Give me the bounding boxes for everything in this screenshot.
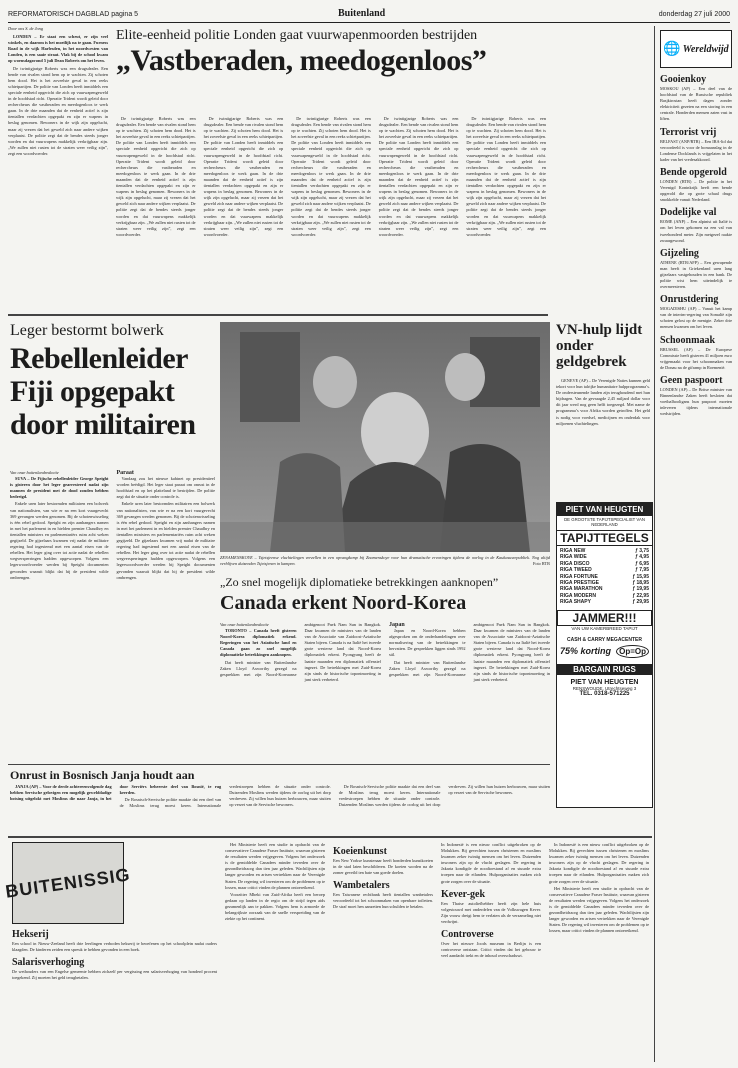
london-kicker: Elite-eenheid politie Londen gaat vuurwapenmoorden bestrijden	[116, 28, 478, 43]
wereldwijd-item-body: BELFAST (ANP/RTR) – Een IRA-lid dat veroordeeld is voor de bomaanslag in de Londense Docklands is vrijgelaten in het kader van het vredesakkoord.	[660, 138, 732, 162]
london-body-1: De twintigjarige Roberts was een drugsdealer. Een bende van rivalen stond hem op te wachten. Zij schoten hem dood. Het is het zoveelste geval in een reeks schietpartijen. De politie van Londen heeft inmiddels een speciale eenheid opgericht die zich op vuurwapengeweld in de hoofdstad richt. Operatie Trident wordt geleid door rechercheurs die vastberaden en meedogenloos te werk gaan. In de drie maanden dat de eenheid actief is zijn tientallen verdachten opgepakt en zijn er wapens in beslag genomen. Bewoners in de wijk zijn opgelucht, maar zij vrezen dat het geweld zich naar andere wijken verplaatst. De politie zegt dat de bendes steeds jonger worden en dat vuurwapens makkelijk verkrijgbaar zijn. „We zullen niet rusten tot de straten weer veilig zijn”, zegt een woordvoerder.	[8, 65, 108, 156]
wereldwijd-column	[660, 70, 732, 1062]
ad-bargain: BARGAIN RUGS	[557, 664, 652, 675]
wereldwijd-banner	[660, 30, 732, 68]
london-lede: LONDEN – Er staat een scheut, er zijn veel winkels, en daarom is het moeilijk na te gaan. Furness Road in de wijk Harlesden, in het noordwesten van Londen, is een saaie straat. Vlak bij de school kwam op woensdagavond 5 juli Dean Roberts om het leven.	[8, 34, 108, 64]
fiji-byline: Van onze buitenlandredactie	[10, 470, 59, 475]
ad-product-name: RIGA DISCO	[560, 560, 590, 567]
buitenissig-right	[441, 842, 541, 1062]
buitenissig-left	[12, 925, 217, 1063]
divider	[8, 764, 550, 765]
ad-product-price: ƒ 19,95	[632, 586, 649, 593]
ad-phone: TEL. 0318-571225	[579, 690, 630, 697]
ad-product-name: RIGA MODERN	[560, 592, 596, 599]
wereldwijd-item-title: Gijzeling	[660, 247, 699, 259]
korea-headline: Canada erkent Noord-Korea	[220, 592, 467, 614]
photo-caption	[220, 555, 550, 569]
item-title: Koeienkunst	[333, 846, 387, 857]
korea-kicker: „Zo snel mogelijk diplomatieke betrekkingen aanknopen”	[220, 575, 499, 589]
divider	[8, 314, 548, 316]
london-body-6: De twintigjarige Roberts was een drugsdealer. Een bende van rivalen stond hem op te wachten. Zij schoten hem dood. Het is het zoveelste geval in een reeks schietpartijen. De politie van Londen heeft inmiddels een speciale eenheid opgericht die zich op vuurwapengeweld in de hoofdstad richt. Operatie Trident wordt geleid door rechercheurs die vastberaden en meedogenloos te werk gaan. In de drie maanden dat de eenheid actief is zijn tientallen verdachten opgepakt en zijn er wapens in beslag genomen. Bewoners in de wijk zijn opgelucht, maar zij vrezen dat het geweld zich naar andere wijken verplaatst. De politie zegt dat de bendes steeds jonger worden en dat vuurwapens makkelijk verkrijgbaar zijn. „We zullen niet rusten tot de straten weer veilig zijn”, zegt een woordvoerder.	[466, 116, 546, 237]
bosnia-body: De Bosnisch-Servische politie maakte dat een deel van de Moslims terug moest keren. Internationale vredestroepen hebben de situatie onder controle. Duizenden Moslims werden tijdens de oorlog uit het dorp verdreven. Zij willen hun huizen herbouwen, maar stuiten op verzet van de Servische bewoners.	[119, 784, 331, 809]
vn-body-text: GENEVE (AP) – De Verenigde Naties kunnen geld tekort voor hun talrijke humanitaire hulpprogramma’s. De ondersteunende landen zijn terughoudend met hun bijdragen. Van de gevraagde 2,45 miljard dollar voor dit jaar werd nog geen helft toegezegd. Met name de programma’s voor Afrika worden getroffen. Het geld is nodig voor voedsel, medicijnen en onderdak voor miljoenen vluchtelingen.	[556, 378, 650, 426]
london-article	[8, 26, 548, 346]
ad-product-price: ƒ 15,95	[632, 573, 649, 580]
fiji-body: Enkele uren later bestormden militairen een bolwerk van nationalisten, van wie er na een kort vuurgevecht 369 gevangen werden genomen. Bij de schotenwisseling is één rebel gedood. Speight en zijn aanhangers namen in mei het parlement in en hielden premier Chaudhry en tientallen ministers en parlementariërs ruim acht weken gegijzeld. De gijzelaars kwamen vrij nadat de militaire regering had ingestemd met een aantal eisen van de rebellen. Het leger ging over tot actie nadat de rebellen wegversperringen hadden opgeworpen. Volgens een legerwoordvoerder werden bij Speight documenten gevonden waaruit blijkt dat hij de president wilde ombrengen.	[10, 501, 109, 580]
buitenissig-banner	[4, 842, 132, 924]
buitenissig-title: BUITENISSIG	[4, 863, 132, 902]
london-body-2: De twintigjarige Roberts was een drugsdealer. Een bende van rivalen stond hem op te wachten. Zij schoten hem dood. Het is het zoveelste geval in een reeks schietpartijen. De politie van Londen heeft inmiddels een speciale eenheid opgericht die zich op vuurwapengeweld in de hoofdstad richt. Operatie Trident wordt geleid door rechercheurs die vastberaden en meedogenloos te werk gaan. In de drie maanden dat de eenheid actief is zijn tientallen verdachten opgepakt en zijn er wapens in beslag genomen. Bewoners in de wijk zijn opgelucht, maar zij vrezen dat het geweld zich naar andere wijken verplaatst. De politie zegt dat de bendes steeds jonger worden en dat vuurwapens makkelijk verkrijgbaar zijn. „We zullen niet rusten tot de straten weer veilig zijn”, zegt een woordvoerder.	[116, 116, 196, 237]
item-title: Salarisverhoging	[12, 957, 85, 969]
london-body-4: De twintigjarige Roberts was een drugsdealer. Een bende van rivalen stond hem op te wachten. Zij schoten hem dood. Het is het zoveelste geval in een reeks schietpartijen. De politie van Londen heeft inmiddels een speciale eenheid opgericht die zich op vuurwapengeweld in de hoofdstad richt. Operatie Trident wordt geleid door rechercheurs die vastberaden en meedogenloos te werk gaan. In de drie maanden dat de eenheid actief is zijn tientallen verdachten opgepakt en zijn er wapens in beslag genomen. Bewoners in de wijk zijn opgelucht, maar zij vrezen dat het geweld zich naar andere wijken verplaatst. De politie zegt dat de bendes steeds jonger worden en dat vuurwapens makkelijk verkrijgbaar zijn. „We zullen niet rusten tot de straten weer veilig zijn”, zegt een woordvoerder.	[291, 116, 371, 237]
item-body: Over het nieuwe Joods museum in Berlijn is een controverse ontstaan. Critici vinden dat het gebouw te veel aandacht trekt en de inhoud overschaduwt.	[441, 941, 541, 959]
ad-jammer: JAMMER!!!	[557, 610, 652, 626]
ad-discount	[557, 643, 652, 660]
korea-body: Dat heeft minister van Buitenlandse Zaken Lloyd Axworthy gezegd na gesprekken met zijn Noord-Koreaanse ambtgenoot Paek Nam Sun in Bangkok. Daar kwamen de ministers van de landen van de Associatie van Zuidoost-Aziatische Staten bijeen. Canada is na Italië het tweede grote westerse land dat Noord-Korea diplomatiek erkent. Pyongyang heeft de laatste maanden een diplomatiek offensief ingezet. De betrekkingen met Zuid-Korea zijn sinds de historische topontmoeting in juni sterk verbeterd.	[220, 622, 381, 682]
photo-credit: Foto RTR	[532, 561, 550, 567]
bottom-middle-column-b	[549, 842, 649, 1062]
photo-caption-text: ZENAMENSKOYE – Tsjetsjeense vluchtelingen verzellen in een opvangkamp bij Znamenskoye voor hun dramatische ervaringen tijdens de oorlog in de Kaukasusrepubliek. Nog altijd verblijven duizenden Tsjetsjenen in kampen.	[220, 555, 550, 567]
item-title: Controverse	[441, 929, 494, 941]
fiji-kicker: Leger bestormt bolwerk	[10, 322, 164, 339]
korea-lede: TORONTO – Canada heeft gisteren Noord-Korea diplomatiek erkend. Regeringen van het Aziatische land en Canada gaan zo snel mogelijk diplomatieke betrekkingen aanknopen.	[220, 628, 297, 658]
vn-body	[556, 378, 650, 498]
bosnia-headline: Onrust in Bosnisch Janja houdt aan	[10, 768, 195, 782]
wereldwijd-item-body: BRUSSEL (AP) – De Europese Commissie heeft gisteren 41 miljoen euro vrijgemaakt voor het schoonmaken van de Donau na de giframp in Roemenië.	[660, 346, 732, 370]
ad-product-price: ƒ 18,95	[632, 580, 649, 587]
item-body: De wethouders van een Engelse gemeente hebben zichzelf per vergissing een salarisverhoging van honderd procent toegekend. Zij moeten het geld terugbetalen.	[12, 969, 217, 981]
korea-byline: Van onze buitenlandredactie	[220, 622, 269, 627]
bottom-body-3: In Indonesië is een nieuw conflict uitgebroken op de Molukken. Bij gevechten tussen christenen en moslims kwamen zeker twintig mensen om het leven. Duizenden inwoners zijn op de vlucht geslagen. De regering in Jakarta kondigde de noodtoestand af en stuurde extra troepen naar de eilanden. Hulporganisaties maken zich grote zorgen over de situatie.	[441, 842, 541, 884]
bottom-body-4: In Indonesië is een nieuw conflict uitgebroken op de Molukken. Bij gevechten tussen christenen en moslims kwamen zeker twintig mensen om het leven. Duizenden inwoners zijn op de vlucht geslagen. De regering in Jakarta kondigde de noodtoestand af en stuurde extra troepen naar de eilanden. Hulporganisaties maken zich grote zorgen over de situatie.	[549, 842, 649, 884]
korea-body-columns	[220, 622, 550, 762]
ad-subtitle: DE GROOTSTE TAPIJTSPECIALIST VAN NEDERLAND	[564, 517, 645, 527]
wereldwijd-item-body: ROME (ANP) – Een alpinist uit Italië is om het leven gekomen na een val van tweehonderd meter. Zijn metgezel raakte zwaargewond.	[660, 219, 732, 243]
ad-product-name: RIGA WIDE	[560, 554, 587, 561]
divider	[654, 26, 655, 1062]
ad-footer-brand: PIET VAN HEUGTEN	[570, 678, 639, 686]
ad-footer-place: RENSWOUDE, Utrechtseweg 3	[572, 685, 637, 691]
ad-product-price: ƒ 7,95	[635, 567, 649, 574]
item-body: Een Taiwanese rechtbank heeft tientallen wanbetalers veroordeeld tot het schoonmaken van openbare toiletten. De straf moet hen aanzetten hun schulden te betalen.	[333, 892, 433, 910]
wereldwijd-item-title: Dodelijke val	[660, 207, 717, 219]
item-body: Een school in Nieuw-Zeeland heeft drie leerlingen verboden hekserij te beoefenen op het schoolplein nadat ouders klaagden. De kinderen zeiden een spreuk te hebben gevonden in een boek.	[12, 941, 217, 953]
divider	[8, 836, 652, 838]
wereldwijd-item-body: LONDEN (RTR) – De politie in het Verenigd Koninkrijk heeft een bende opgerold die op grote schaal drugs smokkelde vanuit Nederland.	[660, 178, 732, 203]
bottom-body-2: Voorzitter Mbeki van Zuid-Afrika heeft een beroep gedaan op landen in de regio om de strijd tegen aids gezamenlijk aan te pakken. Volgens hem is armoede de belangrijkste oorzaak van de snelle verspreiding van de ziekte op het continent.	[225, 891, 325, 922]
wereldwijd-item-body: MOSKOU (AP) – Een deel van de hoofdstad van de Russische republiek Basjkirostan heeft dagen zonder elektriciteit gezeten na een storing in een centrale. Honderden mensen zaten vast in liften.	[660, 86, 732, 122]
wereldwijd-item-title: Geen paspoort	[660, 374, 723, 386]
wereldwijd-item-body: ATHENE (RTR/AFP) – Een gewapende man heeft in Griekenland uren lang gijzelaars vastgehouden in een bank. De politie wist hem uiteindelijk te overmeesteren.	[660, 259, 732, 290]
bosnia-lede: JANJA (AP) – Voor de derde achtereenvolgende dag hebben Servische gelovigen een mogelijk gewelddadige botsing uitgelokt met Moslims die naar Janja, in het door Serviërs beheerste deel van Bosnië, te rug keerden.	[10, 784, 222, 802]
fiji-lede: SUVA – De Fijische rebellenleider George Speight is gisteren door het leger gearresteerd nadat zijn mannen de president met de dood zouden hebben bedreigd.	[10, 476, 109, 500]
london-body-5: De twintigjarige Roberts was een drugsdealer. Een bende van rivalen stond hem op te wachten. Zij schoten hem dood. Het is het zoveelste geval in een reeks schietpartijen. De politie van Londen heeft inmiddels een speciale eenheid opgericht die zich op vuurwapengeweld in de hoofdstad richt. Operatie Trident wordt geleid door rechercheurs die vastberaden en meedogenloos te werk gaan. In de drie maanden dat de eenheid actief is zijn tientallen verdachten opgepakt en zijn er wapens in beslag genomen. Bewoners in de wijk zijn opgelucht, maar zij vrezen dat het geweld zich naar andere wijken verplaatst. De politie zegt dat de bendes steeds jonger worden en dat vuurwapens makkelijk verkrijgbaar zijn. „We zullen niet rusten tot de straten weer veilig zijn”, zegt een woordvoerder.	[378, 116, 459, 237]
ad-product-price: ƒ 22,95	[632, 592, 649, 599]
wereldwijd-item-title: Schoonmaak	[660, 334, 716, 346]
ad-price-list	[557, 548, 652, 606]
masthead-left: REFORMATORISCH DAGBLAD pagina 5	[8, 11, 139, 18]
ad-brand: PIET VAN HEUGTEN	[557, 503, 652, 516]
buitenissig-middle	[333, 842, 433, 1062]
item-body: Een New Yorkse kunstenaar heeft honderden kunstkoeien in de stad laten beschilderen. De koeien worden na de zomer geveild ten bate van goede doelen.	[333, 858, 433, 876]
ad-product-name: RIGA PRESTIGE	[560, 580, 599, 587]
item-body: Een Thaise autoliefhebber heeft zijn hele huis volgestouwd met onderdelen van de Volkswagen Kever. Zijn vrouw dreigt hem te verlaten als de verzameling niet verdwijnt.	[441, 900, 541, 924]
ad-cash-carry: CASH & CARRY MEGACENTER	[566, 636, 642, 643]
london-body-3: De twintigjarige Roberts was een drugsdealer. Een bende van rivalen stond hem op te wachten. Zij schoten hem dood. Het is het zoveelste geval in een reeks schietpartijen. De politie van Londen heeft inmiddels een speciale eenheid opgericht die zich op vuurwapengeweld in de hoofdstad richt. Operatie Trident wordt geleid door rechercheurs die vastberaden en meedogenloos te werk gaan. In de drie maanden dat de eenheid actief is zijn tientallen verdachten opgepakt en zijn er wapens in beslag genomen. Bewoners in de wijk zijn opgelucht, maar zij vrezen dat het geweld zich naar andere wijken verplaatst. De politie zegt dat de bendes steeds jonger worden en dat vuurwapens makkelijk verkrijgbaar zijn. „We zullen niet rusten tot de straten weer veilig zijn”, zegt een woordvoerder.	[203, 116, 284, 237]
london-headline: „Vastberaden, meedogenloos”	[116, 44, 487, 77]
ad-price-row	[557, 599, 652, 605]
photo-image	[220, 322, 550, 552]
wereldwijd-item-title: Bende opgerold	[660, 166, 727, 178]
section-title: Buitenland	[338, 8, 386, 19]
fiji-body-columns	[10, 470, 215, 705]
wereldwijd-item-body: MOGADISHU (AP) – Vanuit het kamp van de interim-regering van Somalië zijn schoten gelost op de menigte. Zeker drie mensen kwamen om het leven.	[660, 306, 732, 330]
london-left-column	[8, 26, 108, 316]
fiji-headline: Rebellenleider Fiji opgepakt door militairen	[10, 342, 196, 441]
wereldwijd-item-title: Terrorist vrij	[660, 126, 717, 138]
korea-body-3: Dat heeft minister van Buitenlandse Zaken Lloyd Axworthy gezegd na gesprekken met zijn Noord-Koreaanse ambtgenoot Paek Nam Sun in Bangkok. Daar kwamen de ministers van de landen van de Associatie van Zuidoost-Aziatische Staten bijeen. Canada is na Italië het tweede grote westerse land dat Noord-Korea diplomatiek erkent. Pyongyang heeft de laatste maanden een diplomatiek offensief ingezet. De betrekkingen met Zuid-Korea zijn sinds de historische topontmoeting in juni sterk verbeterd.	[389, 622, 550, 682]
ad-title: TAPIJTTEGELS	[557, 530, 652, 546]
korea-body-2: Japan en Noord-Korea hebben afgesproken om de onderhandelingen over normalisering van de betrekkingen te hervatten. De gesprekken liggen sinds 1992 stil.	[389, 628, 466, 658]
refugee-photo	[220, 322, 550, 552]
ad-jammer-sub: VAN UW KAMERBREED TAPIJT	[571, 625, 638, 631]
masthead	[8, 8, 730, 23]
ad-product-price: ƒ 3,75	[635, 548, 649, 554]
vn-headline: VN-hulp lijdt onder geldgebrek	[556, 322, 643, 370]
bottom-body: Het Ministerie heeft een studie in opdracht van de conservatieve Canadese Fraser Institute, waarvan gisteren de resultaten werden vrijgegeven. Volgens het onderzoek is de gemiddelde Canadees minder tevreden over de gezondheidszorg dan tien jaar geleden. Wachtlijsten zijn langer geworden en artsen vertrekken naar de Verenigde Staten. De regering wil investeren om de problemen op te lossen, maar critici vinden de plannen ontoereikend.	[225, 842, 325, 890]
masthead-date: donderdag 27 juli 2000	[658, 11, 730, 18]
bosnia-body-columns	[10, 784, 550, 834]
london-byline: Door ons S. de Jong	[8, 26, 43, 31]
ad-product-name: RIGA FORTUNE	[560, 573, 598, 580]
bottom-middle-column-a	[225, 842, 325, 1062]
wereldwijd-item-body: LONDEN (AP) – De Britse minister van Binnenlandse Zaken heeft besloten dat voetbalhooligans hun paspoort moeten inleveren tijdens internationale wedstrijden.	[660, 386, 732, 417]
fiji-body-2: Vandaag zou het nieuwe kabinet op presidentieel worden beëdigd. Het leger staat paraat om onrust in de hoofdstad en op het platteland te bestrijden. De politie zegt dat de situatie onder controle is.	[116, 476, 215, 500]
ad-percent: 75% korting	[560, 646, 612, 657]
ad-product-price: ƒ 4,95	[635, 554, 649, 561]
fiji-body-3: Enkele uren later bestormden militairen een bolwerk van nationalisten, van wie er na een kort vuurgevecht 369 gevangen werden genomen. Bij de schotenwisseling is één rebel gedood. Speight en zijn aanhangers namen in mei het parlement in en hielden premier Chaudhry en tientallen ministers en parlementariërs ruim acht weken gegijzeld. De gijzelaars kwamen vrij nadat de militaire regering had ingestemd met een aantal eisen van de rebellen. Het leger ging over tot actie nadat de rebellen wegversperringen hadden opgeworpen. Volgens een legerwoordvoerder werden bij Speight documenten gevonden waaruit blijkt dat hij de president wilde ombrengen.	[116, 501, 215, 580]
globe-icon: 🌐	[663, 41, 681, 57]
bosnia-body-2: De Bosnisch-Servische politie maakte dat een deel van de Moslims terug moest keren. Internationale vredestroepen hebben de situatie onder controle. Duizenden Moslims werden tijdens de oorlog uit het dorp verdreven. Zij willen hun huizen herbouwen, maar stuiten op verzet van de Servische bewoners.	[338, 784, 550, 808]
ad-product-price: ƒ 29,95	[632, 599, 649, 606]
ad-product-name: RIGA SHAPY	[560, 599, 591, 606]
item-title: Wambetalers	[333, 880, 390, 892]
korea-subhead: Japan	[389, 622, 405, 628]
carpet-advertisement[interactable]	[556, 502, 653, 808]
ad-product-price: ƒ 6,95	[635, 560, 649, 567]
ad-product-name: RIGA NEW	[560, 548, 586, 554]
fiji-subhead: Paraat	[116, 470, 134, 476]
item-title: Hekserij	[12, 929, 49, 940]
london-body-columns	[116, 116, 546, 316]
wereldwijd-title: Wereldwijd	[682, 43, 729, 55]
ad-op-op: Op=Op	[616, 645, 649, 658]
wereldwijd-item-title: Gooienkoy	[660, 74, 707, 85]
ad-product-name: RIGA TWEED	[560, 567, 592, 574]
item-title: Kever-gek	[441, 888, 486, 900]
bottom-body-5: Het Ministerie heeft een studie in opdracht van de conservatieve Canadese Fraser Institute, waarvan gisteren de resultaten werden vrijgegeven. Volgens het onderzoek is de gemiddelde Canadees minder tevreden over de gezondheidszorg dan tien jaar geleden. Wachtlijsten zijn langer geworden en artsen vertrekken naar de Verenigde Staten. De regering wil investeren om de problemen op te lossen, maar critici vinden de plannen ontoereikend.	[549, 885, 649, 934]
wereldwijd-item-title: Onrustdering	[660, 294, 719, 306]
ad-product-name: RIGA MARATHON	[560, 586, 603, 593]
